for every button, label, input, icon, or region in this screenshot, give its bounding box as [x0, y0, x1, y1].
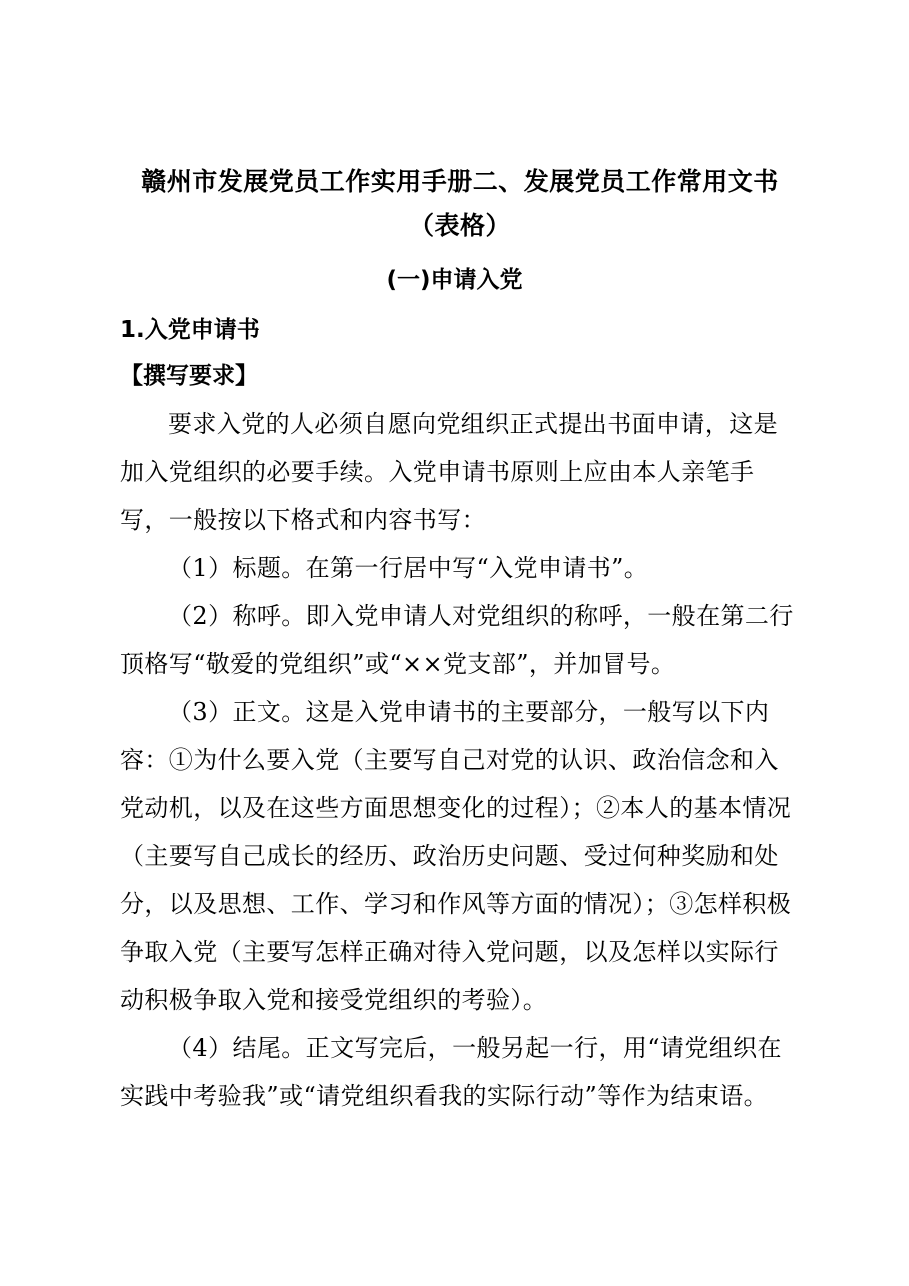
format-item-body [120, 688, 800, 1024]
paragraph-text: （2）称呼。即入党申请人对党组织的称呼，一般在第二行顶格写“敬爱的党组织”或“××党支部”，并加冒号。 [120, 602, 794, 678]
requirement-heading: 【撰写要求】 [120, 363, 258, 389]
document-title: 赣州市发展党员工作实用手册二、发展党员工作常用文书（表格） [141, 167, 779, 240]
paragraph-text: （3）正文。这是入党申请书的主要部分，一般写以下内容：①为什么要入党（主要写自己对党的认识、政治信念和入党动机，以及在这些方面思想变化的过程）；②本人的基本情况（主要写自己成长的经历、政治历史问题、受过何种奖励和处分，以及思想、工作、学习和作风等方面的情况）；③怎样积极争取入党（主要写怎样正确对待入党问题，以及怎样以实际行动积极争取入党和接受党组织的考验）。 [120, 698, 792, 1014]
section-title: (一)申请入党 [386, 267, 523, 293]
format-item-salutation [120, 592, 800, 688]
format-item-closing [120, 1024, 800, 1120]
item-heading: 1.入党申请书 [120, 317, 260, 343]
paragraph-text: （4）结尾。正文写完后，一般另起一行，用“请党组织在实践中考验我”或“请党组织看我的实际行动”等作为结束语。 [120, 1034, 782, 1110]
paragraph-text: 要求入党的人必须自愿向党组织正式提出书面申请，这是加入党组织的必要手续。入党申请书原则上应由本人亲笔手写，一般按以下格式和内容书写： [120, 410, 778, 534]
format-item-title [120, 544, 800, 592]
paragraph-text: （1）标题。在第一行居中写“入党申请书”。 [168, 554, 649, 582]
intro-paragraph [120, 400, 800, 544]
